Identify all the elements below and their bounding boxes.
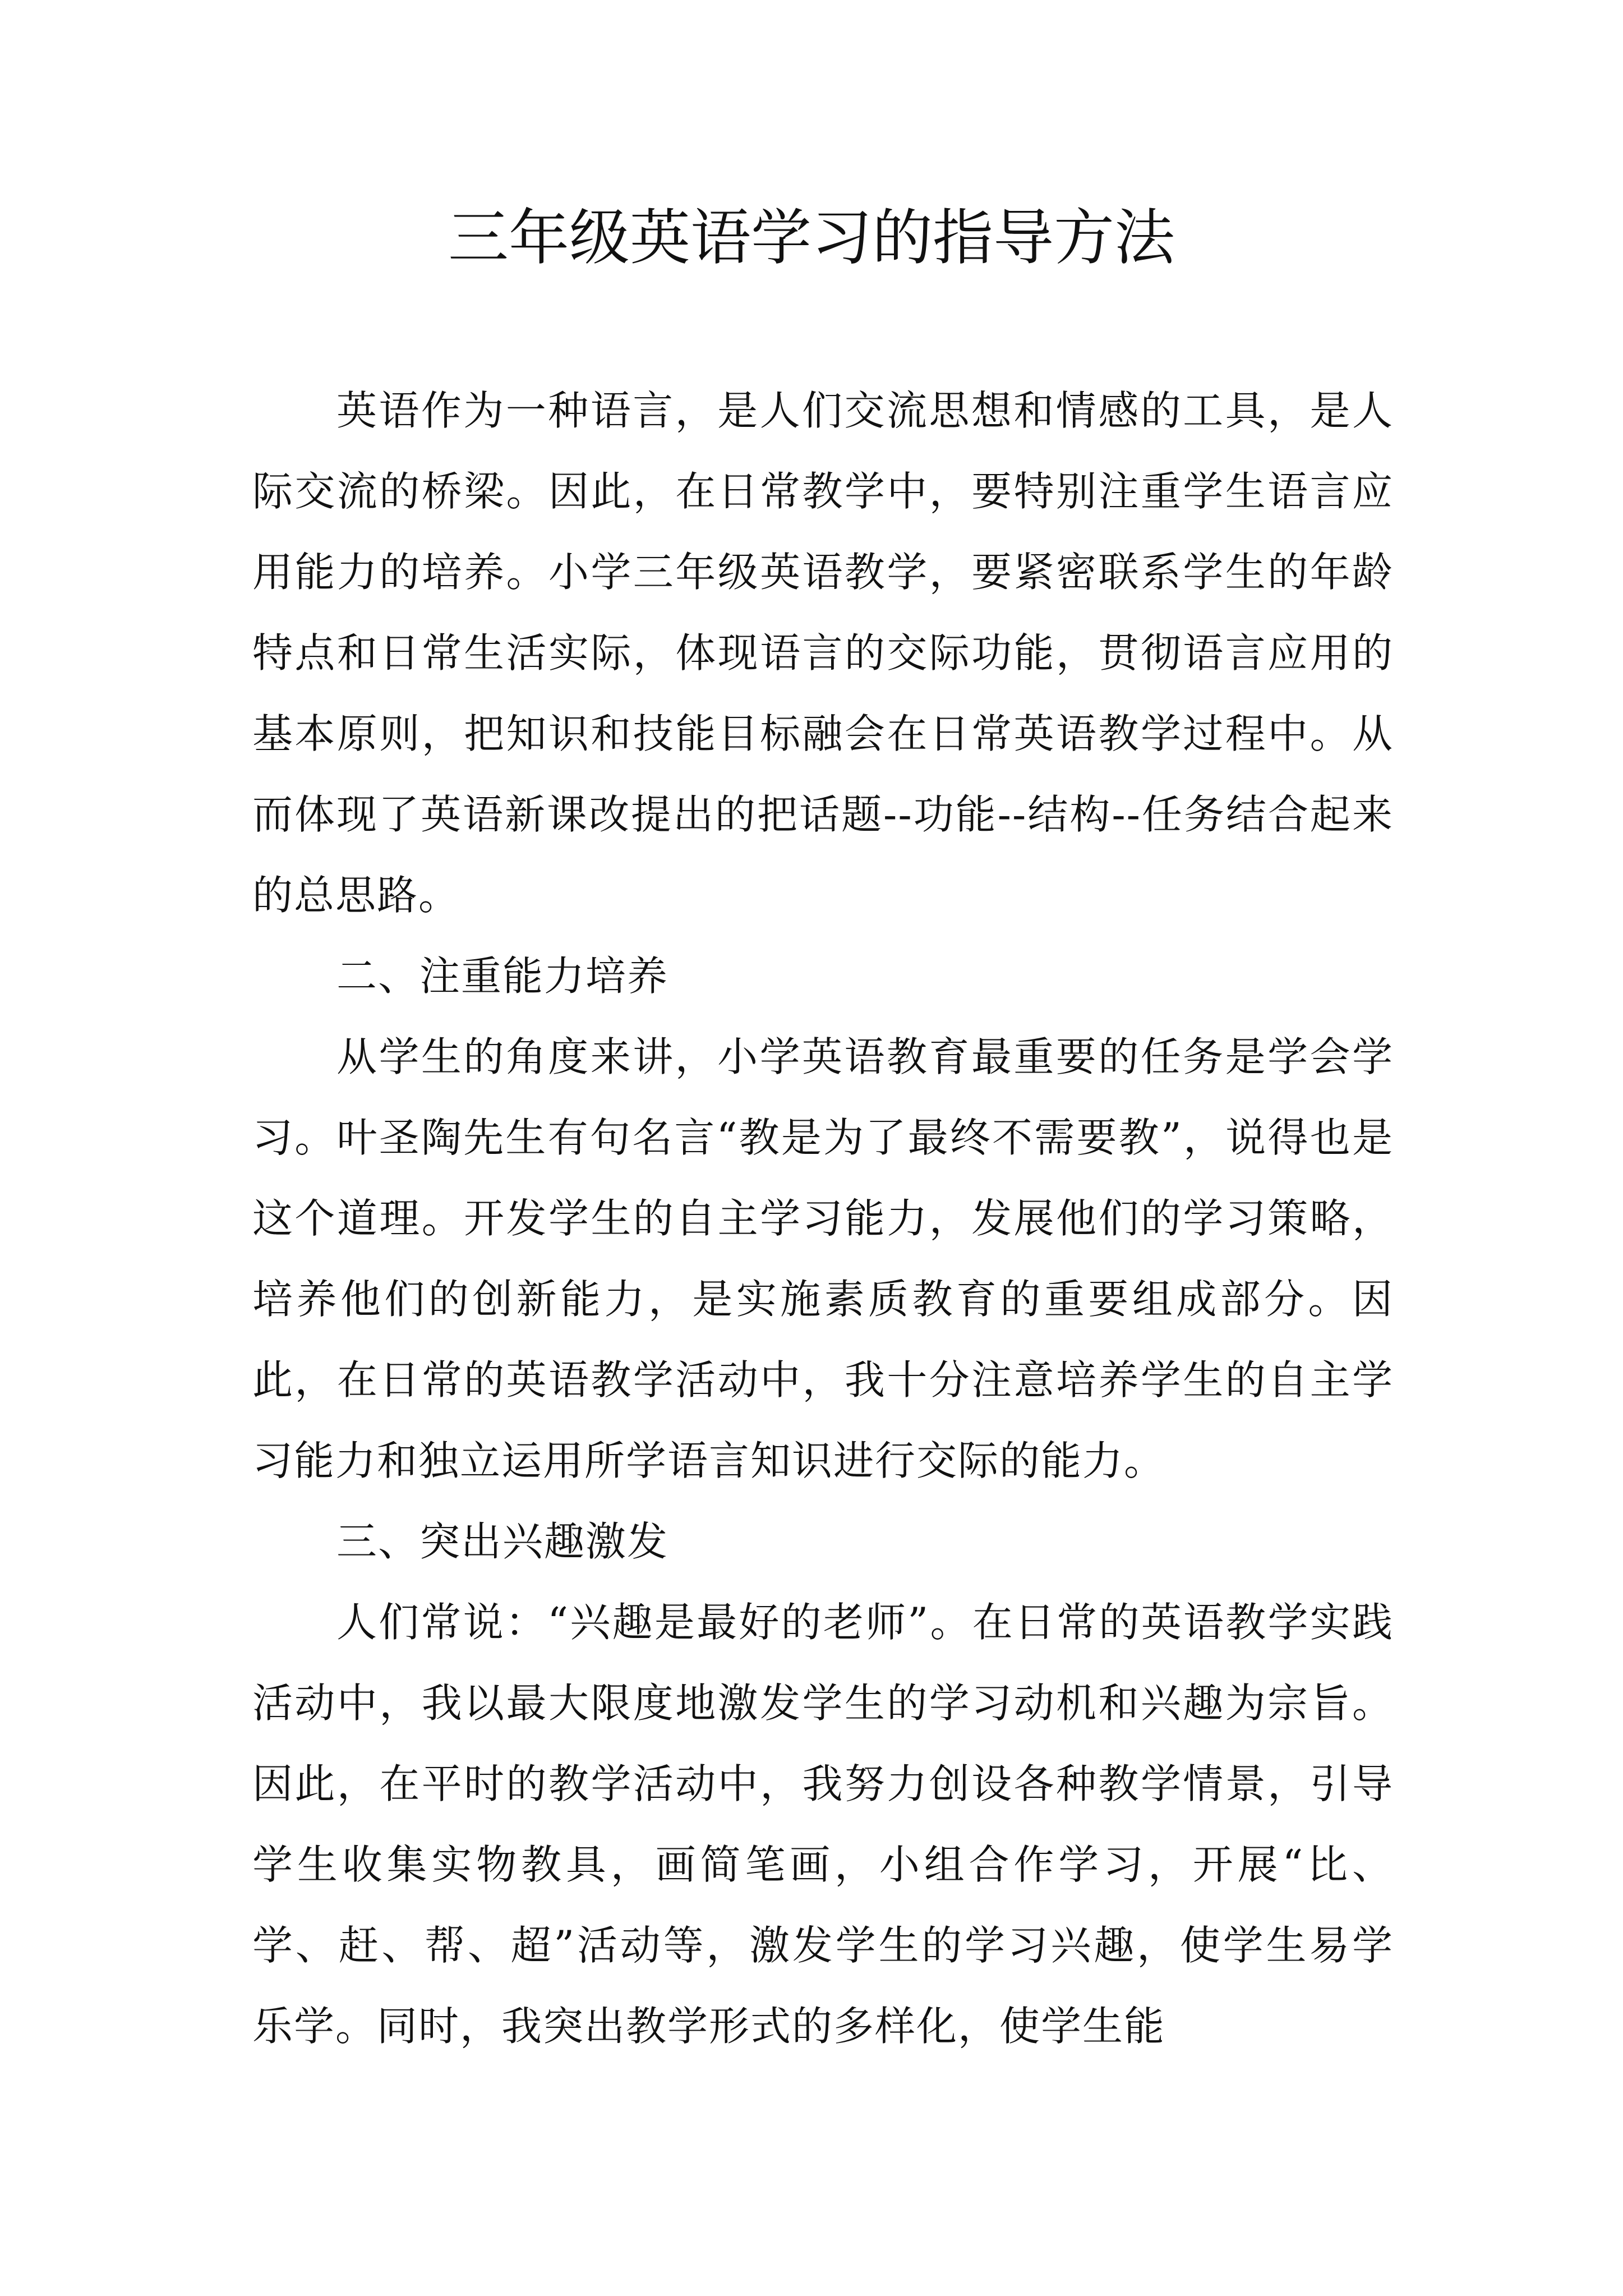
document-title: 三年级英语学习的指导方法 xyxy=(448,203,1175,273)
paragraph-interest: 人们常说：“兴趣是最好的老师”。在日常的英语教学实践活动中，我以最大限度地激发学生的学习动机和兴趣为宗旨。因此，在平时的教学活动中，我努力创设各种教学情景，引导学生收集实物教具，画简笔画，小组合作学习，开展“比、学、赶、帮、超”活动等，激发学生的学习兴趣，使学生易学乐学。同时，我突出教学形式的多样化，使学生能 xyxy=(252,1599,1394,2050)
section-heading-interest: 三、突出兴趣激发 xyxy=(336,1518,669,1565)
paragraph-intro: 英语作为一种语言，是人们交流思想和情感的工具，是人际交流的桥梁。因此，在日常教学中，要特别注重学生语言应用能力的培养。小学三年级英语教学，要紧密联系学生的年龄特点和日常生活实际，体现语言的交际功能，贯彻语言应用的基本原则，把知识和技能目标融会在日常英语教学过程中。从而体现了英语新课改提出的把话题--功能--结构--任务结合起来的总思路。 xyxy=(252,387,1394,919)
section-heading-ability: 二、注重能力培养 xyxy=(336,953,669,1000)
paragraph-ability: 从学生的角度来讲，小学英语教育最重要的任务是学会学习。叶圣陶先生有句名言“教是为了最终不需要教”，说得也是这个道理。开发学生的自主学习能力，发展他们的学习策略，培养他们的创新能力，是实施素质教育的重要组成部分。因此，在日常的英语教学活动中，我十分注意培养学生的自主学习能力和独立运用所学语言知识进行交际的能力。 xyxy=(252,1033,1394,1484)
document-body xyxy=(252,370,1394,2067)
